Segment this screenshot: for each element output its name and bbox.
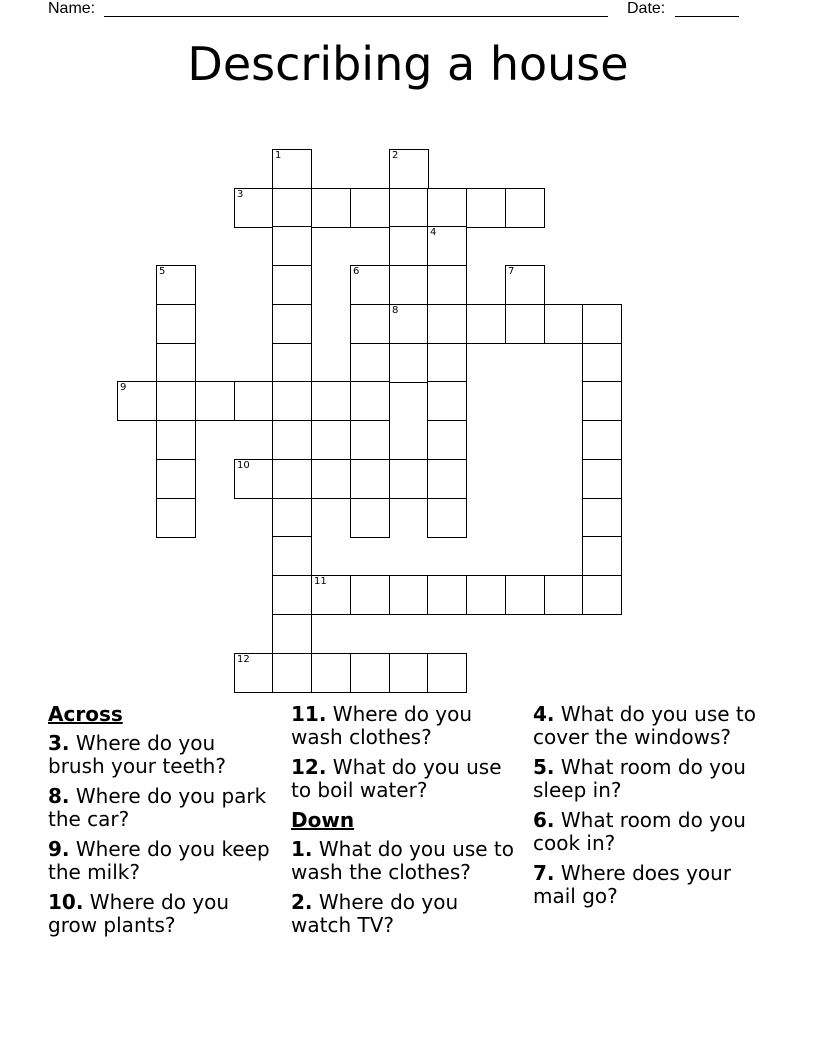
- crossword-cell[interactable]: [156, 420, 196, 460]
- crossword-cell[interactable]: [117, 381, 157, 421]
- crossword-cell[interactable]: [389, 149, 429, 189]
- crossword-cell[interactable]: [350, 304, 390, 344]
- crossword-cell[interactable]: [582, 420, 622, 460]
- crossword-cell[interactable]: [234, 188, 274, 228]
- clue-number: 7: [508, 266, 515, 277]
- crossword-cell[interactable]: [389, 343, 429, 383]
- clue-number: 6: [353, 266, 360, 277]
- crossword-cell[interactable]: [427, 459, 467, 499]
- clue-across-8: 8. Where do you park the car?: [48, 784, 267, 831]
- crossword-cell[interactable]: [311, 381, 351, 421]
- crossword-cell[interactable]: [272, 575, 312, 615]
- crossword-cell[interactable]: [427, 575, 467, 615]
- clue-number: 11: [314, 576, 327, 587]
- clue-across-3: 3. Where do you brush your teeth?: [48, 731, 226, 778]
- crossword-cell[interactable]: [505, 304, 545, 344]
- crossword-cell[interactable]: [350, 420, 390, 460]
- crossword-cell[interactable]: [427, 343, 467, 383]
- crossword-cell[interactable]: [350, 459, 390, 499]
- crossword-cell[interactable]: [582, 304, 622, 344]
- date-label: Date:: [627, 0, 666, 17]
- crossword-cell[interactable]: [272, 149, 312, 189]
- crossword-cell[interactable]: [466, 575, 506, 615]
- crossword-cell[interactable]: [427, 188, 467, 228]
- crossword-cell[interactable]: [272, 304, 312, 344]
- crossword-cell[interactable]: [272, 498, 312, 538]
- clue-number: 3: [237, 189, 244, 200]
- crossword-cell[interactable]: [272, 459, 312, 499]
- crossword-cell[interactable]: [272, 420, 312, 460]
- clue-number: 8: [392, 305, 399, 316]
- crossword-cell[interactable]: [544, 575, 584, 615]
- crossword-cell[interactable]: [156, 459, 196, 499]
- clues-column-2: [291, 703, 521, 944]
- crossword-cell[interactable]: [505, 188, 545, 228]
- clue-number: 12: [237, 654, 250, 665]
- crossword-cell[interactable]: [156, 265, 196, 305]
- crossword-cell[interactable]: [272, 226, 312, 266]
- clues-column-1: [48, 703, 278, 944]
- clue-down-7: 7. Where does your mail go?: [533, 861, 732, 908]
- crossword-cell[interactable]: [389, 304, 429, 344]
- crossword-cell[interactable]: [505, 575, 545, 615]
- clue-across-9: 9. Where do you keep the milk?: [48, 837, 270, 884]
- crossword-cell[interactable]: [427, 265, 467, 305]
- crossword-cell[interactable]: [505, 265, 545, 305]
- crossword-cell[interactable]: [350, 575, 390, 615]
- crossword-cell[interactable]: [272, 343, 312, 383]
- crossword-cell[interactable]: [272, 381, 312, 421]
- clue-down-5: 5. What room do you sleep in?: [533, 755, 746, 802]
- crossword-cell[interactable]: [350, 498, 390, 538]
- clue-number: 1: [275, 150, 282, 161]
- crossword-cell[interactable]: [427, 653, 467, 693]
- crossword-cell[interactable]: [350, 343, 390, 383]
- crossword-cell[interactable]: [350, 265, 390, 305]
- crossword-cell[interactable]: [272, 188, 312, 228]
- crossword-cell[interactable]: [272, 614, 312, 654]
- crossword-cell[interactable]: [350, 188, 390, 228]
- crossword-cell[interactable]: [582, 381, 622, 421]
- clue-across-11: 11. Where do you wash clothes?: [291, 702, 473, 749]
- page-title: Describing a house: [187, 37, 629, 91]
- crossword-cell[interactable]: [544, 304, 584, 344]
- crossword-cell[interactable]: [389, 653, 429, 693]
- crossword-cell[interactable]: [466, 304, 506, 344]
- crossword-cell[interactable]: [389, 575, 429, 615]
- clue-number: 9: [120, 382, 127, 393]
- crossword-cell[interactable]: [427, 420, 467, 460]
- crossword-cell[interactable]: [427, 226, 467, 266]
- crossword-cell[interactable]: [156, 343, 196, 383]
- crossword-cell[interactable]: [311, 188, 351, 228]
- crossword-cell[interactable]: [311, 459, 351, 499]
- crossword-cell[interactable]: [234, 459, 274, 499]
- crossword-cell[interactable]: [389, 188, 429, 228]
- crossword-cell[interactable]: [272, 653, 312, 693]
- clue-number: 5: [159, 266, 166, 277]
- clue-down-6: 6. What room do you cook in?: [533, 808, 746, 855]
- clue-across-10: 10. Where do you grow plants?: [48, 890, 230, 937]
- clue-down-1: 1. What do you use to wash the clothes?: [291, 837, 515, 884]
- crossword-cell[interactable]: [272, 265, 312, 305]
- crossword-cell[interactable]: [389, 265, 429, 305]
- clue-number: 4: [430, 227, 437, 238]
- crossword-cell[interactable]: [389, 226, 429, 266]
- clue-number: 2: [392, 150, 399, 161]
- clue-across-12: 12. What do you use to boil water?: [291, 755, 502, 802]
- crossword-cell[interactable]: [234, 381, 274, 421]
- crossword-cell[interactable]: [311, 575, 351, 615]
- clue-down-2: 2. Where do you watch TV?: [291, 890, 459, 937]
- crossword-cell[interactable]: [582, 343, 622, 383]
- crossword-cell[interactable]: [466, 188, 506, 228]
- crossword-cell[interactable]: [156, 381, 196, 421]
- name-label: Name:: [48, 0, 96, 17]
- crossword-cell[interactable]: [582, 459, 622, 499]
- crossword-cell[interactable]: [195, 381, 235, 421]
- crossword-cell[interactable]: [427, 304, 467, 344]
- crossword-cell[interactable]: [156, 498, 196, 538]
- crossword-cell[interactable]: [350, 653, 390, 693]
- clues-column-3: [533, 703, 763, 915]
- down-heading: Down: [291, 808, 355, 832]
- crossword-cell[interactable]: [582, 536, 622, 576]
- crossword-cell[interactable]: [272, 536, 312, 576]
- crossword-cell[interactable]: [582, 575, 622, 615]
- crossword-cell[interactable]: [427, 381, 467, 421]
- crossword-cell[interactable]: [350, 381, 390, 421]
- clue-number: 10: [237, 460, 250, 471]
- crossword-cell[interactable]: [389, 459, 429, 499]
- crossword-cell[interactable]: [582, 498, 622, 538]
- crossword-cell[interactable]: [156, 304, 196, 344]
- crossword-cell[interactable]: [311, 653, 351, 693]
- crossword-cell[interactable]: [234, 653, 274, 693]
- clue-down-4: 4. What do you use to cover the windows?: [533, 702, 757, 749]
- across-heading: Across: [48, 702, 123, 726]
- crossword-cell[interactable]: [427, 498, 467, 538]
